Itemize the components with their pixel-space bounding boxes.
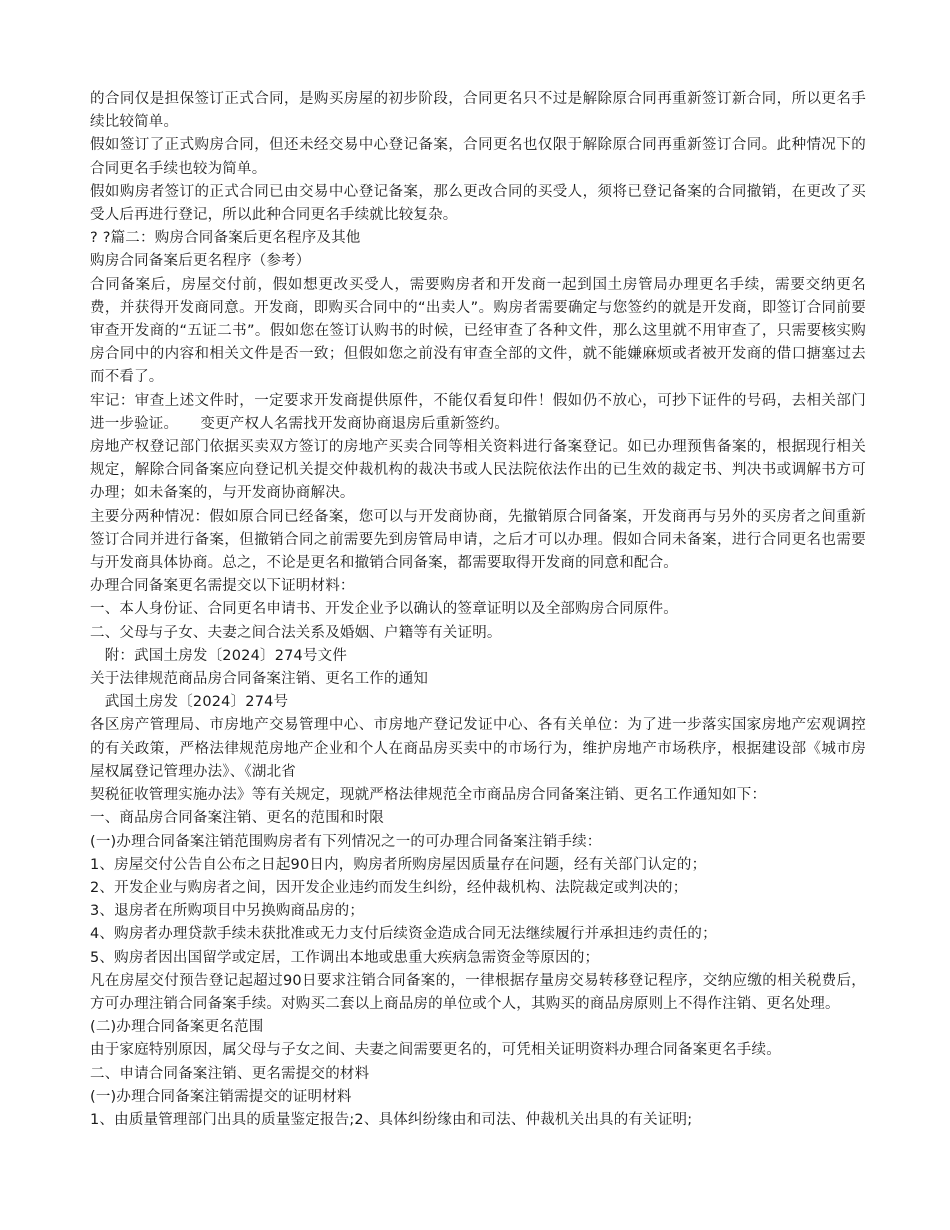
section-heading: 一、商品房合同备案注销、更名的范围和时限 <box>90 810 384 827</box>
document-number: 武国土房发〔2024〕274号 <box>90 694 289 711</box>
list-item: 2、开发企业与购房者之间，因开发企业违约而发生纠纷，经仲裁机构、法院裁定或判决的； <box>90 879 688 896</box>
list-item: 1、由质量管理部门出具的质量鉴定报告;2、具体纠纷缘由和司法、仲裁机关出具的有关证明; <box>90 1111 693 1128</box>
attachment-line: 附：武国土房发〔2024〕274号文件 <box>90 647 348 664</box>
section-heading: ? ?篇二：购房合同备案后更名程序及其他 <box>90 230 361 247</box>
paragraph: 购房合同备案后更名程序（参考） <box>90 253 311 270</box>
list-item: 4、购房者办理贷款手续未获批准或无力支付后续资金造成合同无法继续履行并承担违约责任的； <box>90 926 717 943</box>
notice-title: 关于法律规范商品房合同备案注销、更名工作的通知 <box>90 671 429 688</box>
paragraph: 的合同仅是担保签订正式合同，是购买房屋的初步阶段，合同更名只不过是解除原合同再重新签订新合同，所以更名手续比较简单。 <box>90 91 866 131</box>
list-item: 1、房屋交付公告自公布之日起90日内，购房者所购房屋因质量存在问题，经有关部门认定的； <box>90 856 707 873</box>
paragraph: 假如签订了正式购房合同，但还未经交易中心登记备案，合同更名也仅限于解除原合同再重新签订合同。此种情况下的合同更名手续也较为简单。 <box>90 137 866 177</box>
paragraph: 契税征收管理实施办法》等有关规定，现就严格法律规范全市商品房合同备案注销、更名工作通知如下： <box>90 787 767 804</box>
paragraph: 主要分两种情况：假如原合同已经备案，您可以与开发商协商，先撤销原合同备案，开发商再与另外的买房者之间重新签订合同并进行备案，但撤销合同之前需要先到房管局申请，之后才可以办理。假如合同未备案，进行合同更名也需要与开发商具体协商。总之，不论是更名和撤销合同备案，都需要取得开发商的同意和配合。 <box>90 508 866 572</box>
subsection-heading: (二)办理合同备案更名范围 <box>90 1019 264 1036</box>
paragraph: 凡在房屋交付预告登记起超过90日要求注销合同备案的，一律根据存量房交易转移登记程序，交纳应缴的相关税费后，方可办理注销合同备案手续。对购买二套以上商品房的单位或个人，其购买的商品房原则上不得作注销、更名处理。 <box>90 972 866 1012</box>
paragraph: 牢记：审查上述文件时，一定要求开发商提供原件，不能仅看复印件！假如仍不放心，可抄下证件的号码，去相关部门进一步验证。 变更产权人名需找开发商协商退房后重新签约。 <box>90 392 866 432</box>
paragraph: 办理合同备案更名需提交以下证明材料： <box>90 578 355 595</box>
list-item: 一、本人身份证、合同更名申请书、开发企业予以确认的签章证明以及全部购房合同原件。 <box>90 601 678 618</box>
section-heading: 二、申请合同备案注销、更名需提交的材料 <box>90 1065 370 1082</box>
paragraph: 各区房产管理局、市房地产交易管理中心、市房地产登记发证中心、各有关单位：为了进一步落实国家房地产宏观调控的有关政策，严格法律规范房地产企业和个人在商品房买卖中的市场行为，维护房地产市场秩序，根据建设部《城市房屋权属登记管理办法》、《湖北省 <box>90 717 866 780</box>
list-item: 3、退房者在所购项目中另换购商品房的； <box>90 903 365 920</box>
subsection-heading: (一)办理合同备案注销需提交的证明材料 <box>90 1088 352 1105</box>
paragraph: 合同备案后，房屋交付前，假如想更改买受人，需要购房者和开发商一起到国土房管局办理更名手续，需要交纳更名费，并获得开发商同意。开发商，即购买合同中的“出卖人”。购房者需要确定与您签约的就是开发商，即签订合同前要审查开发商的“五证二书”。假如您在签订认购书的时候，已经审查了各种文件，那么这里就不用审查了，只需要核实购房合同中的内容和相关文件是否一致；但假如您之前没有审查全部的文件，就不能嫌麻烦或者被开发商的借口搪塞过去而不看了。 <box>90 276 866 386</box>
list-item: 5、购房者因出国留学或定居，工作调出本地或患重大疾病急需资金等原因的； <box>90 949 600 966</box>
paragraph: 由于家庭特别原因，属父母与子女之间、夫妻之间需要更名的，可凭相关证明资料办理合同备案更名手续。 <box>90 1042 781 1059</box>
subsection-heading: (一)办理合同备案注销范围购房者有下列情况之一的可办理合同备案注销手续： <box>90 833 602 850</box>
paragraph: 房地产权登记部门依据买卖双方签订的房地产买卖合同等相关资料进行备案登记。如已办理预售备案的，根据现行相关规定，解除合同备案应向登记机关提交仲裁机构的裁决书或人民法院依法作出的已生效的裁定书、判决书或调解书方可办理；如未备案的，与开发商协商解决。 <box>90 439 866 502</box>
list-item: 二、父母与子女、夫妻之间合法关系及婚姻、户籍等有关证明。 <box>90 624 502 641</box>
paragraph: 假如购房者签订的正式合同已由交易中心登记备案，那么更改合同的买受人，须将已登记备案的合同撤销，在更改了买受人后再进行登记，所以此种合同更名手续就比较复杂。 <box>90 183 866 224</box>
